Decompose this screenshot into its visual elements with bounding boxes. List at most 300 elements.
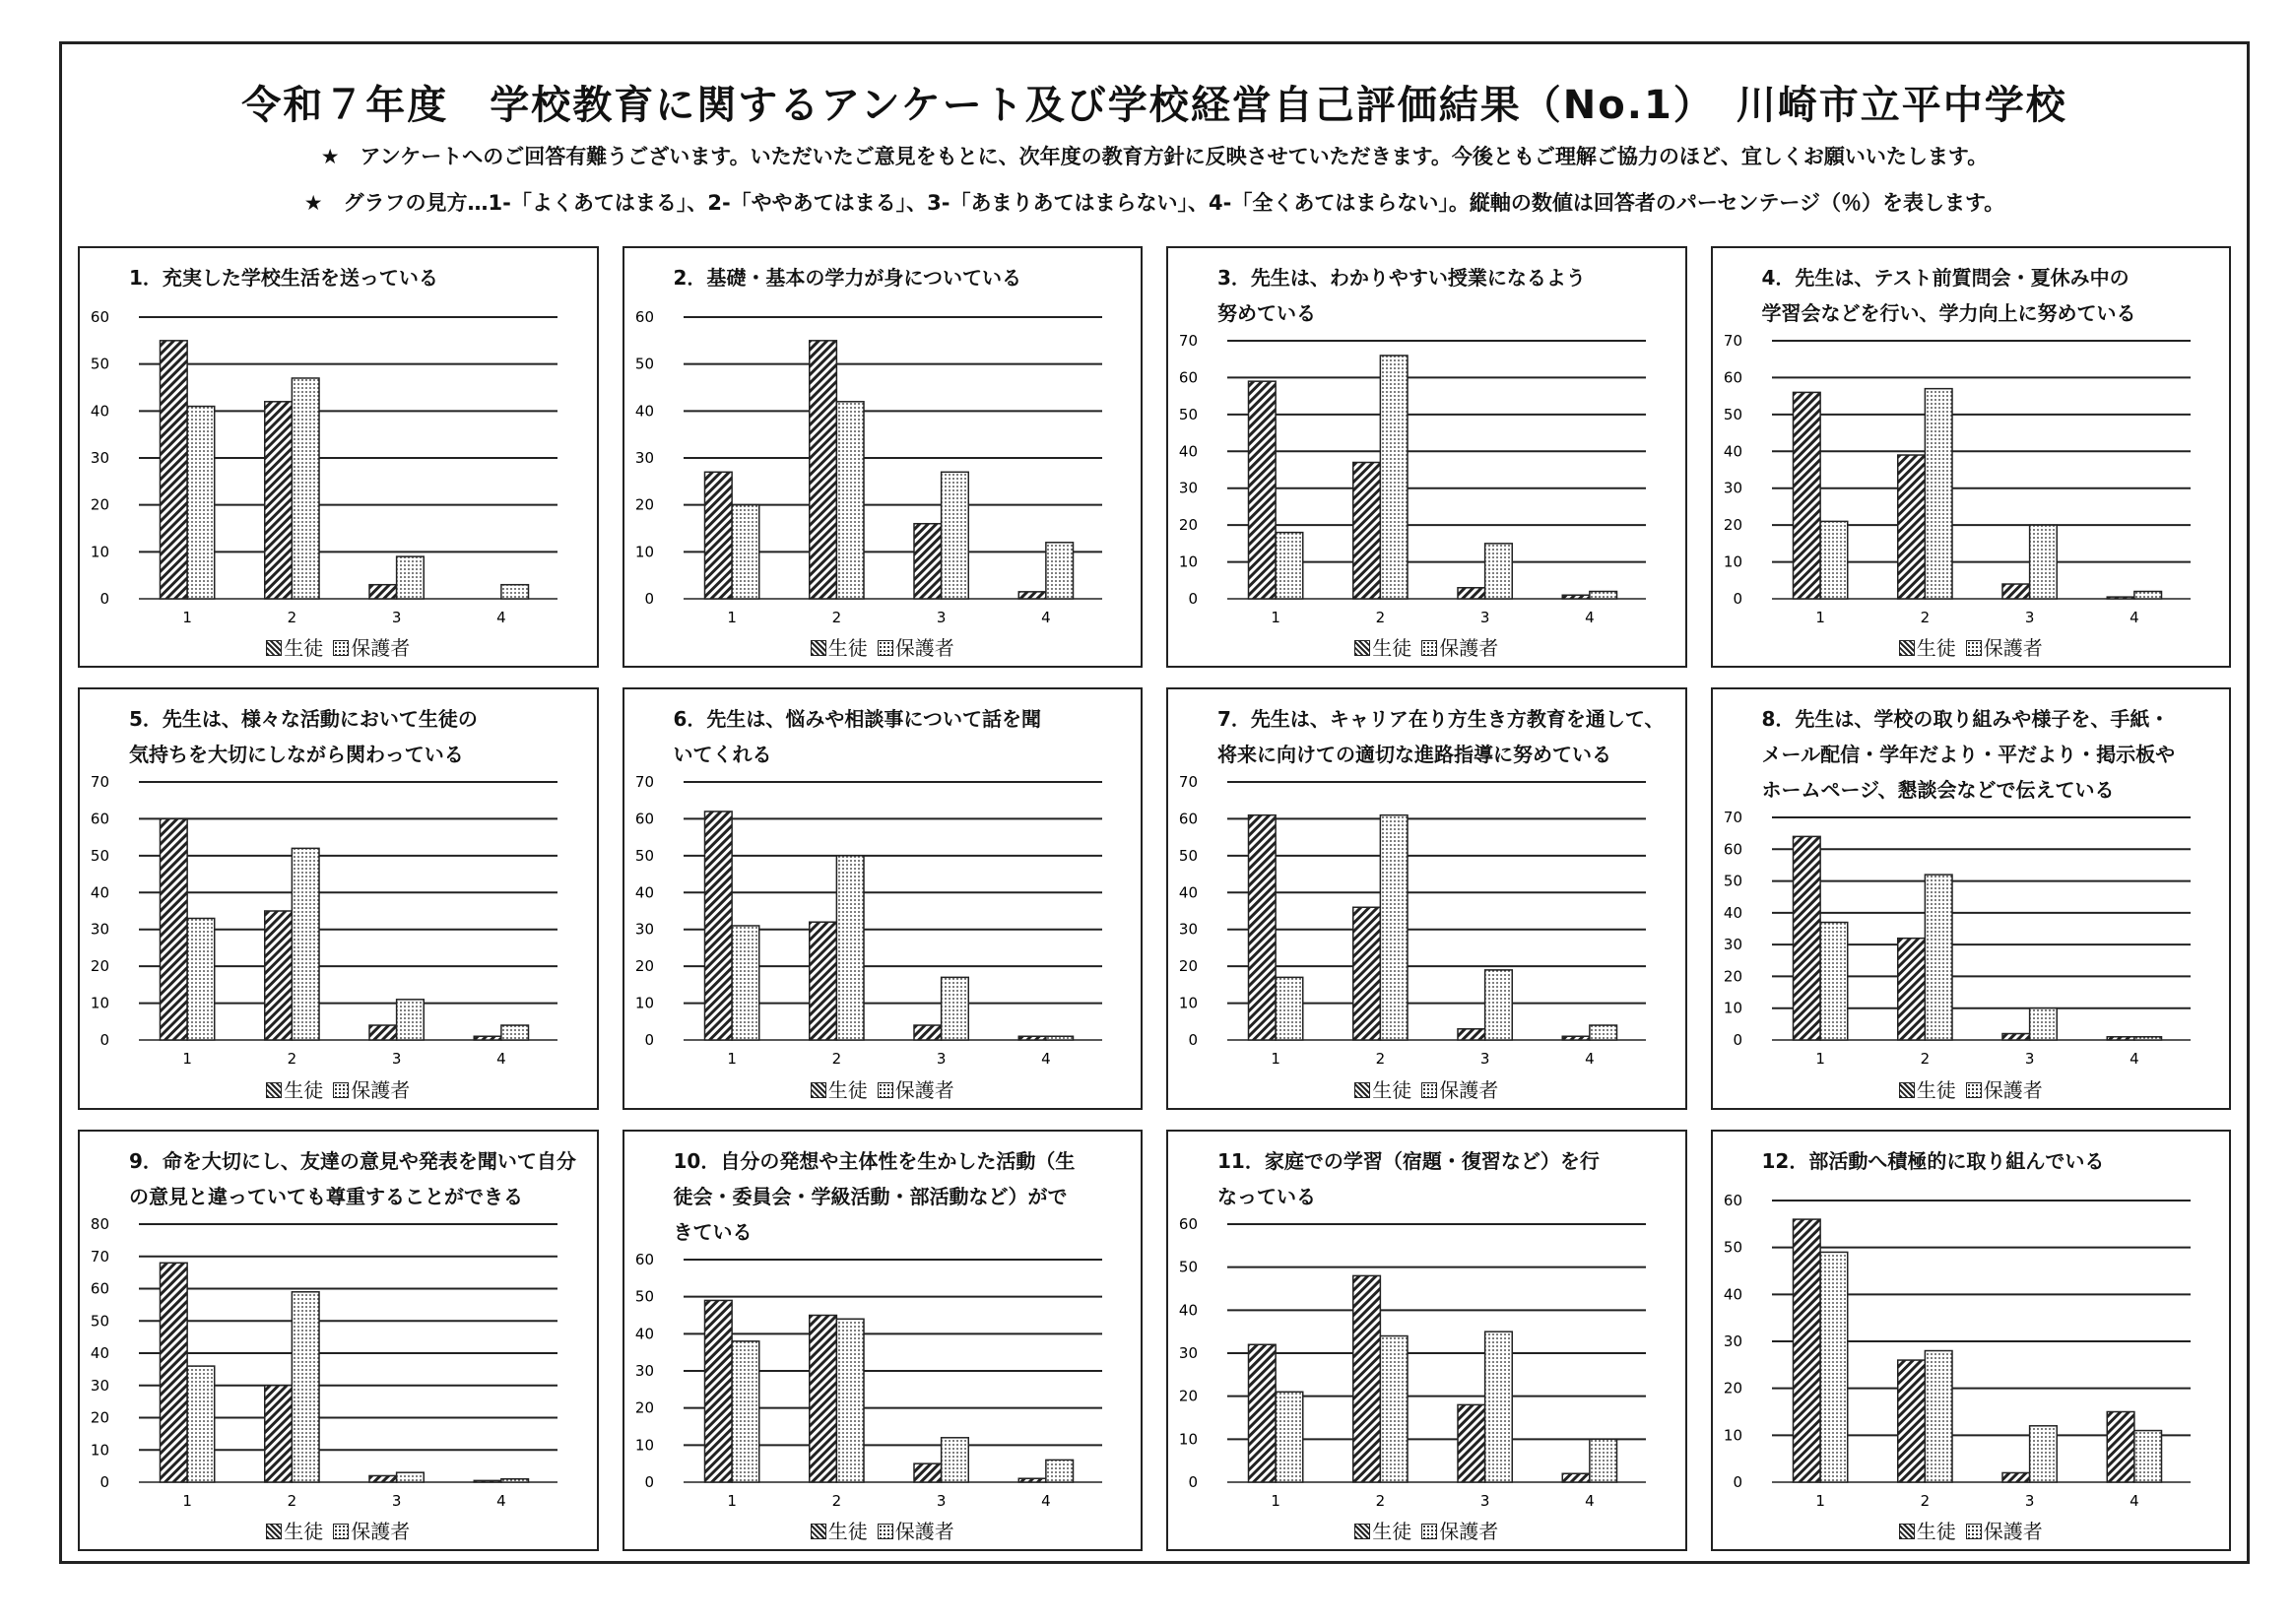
y-tick-label: 30 [1178, 921, 1198, 940]
x-tick-label: 3 [1479, 1491, 1490, 1510]
x-tick-label: 4 [1585, 1491, 1595, 1510]
bar-student [914, 524, 942, 599]
bar-parent [501, 1025, 529, 1040]
bar-student [1897, 1360, 1925, 1482]
bar-student [2002, 1472, 2030, 1482]
bar-chart [624, 307, 1142, 632]
bar-student [2107, 597, 2134, 599]
bar-parent [2029, 525, 2057, 599]
y-tick-label: 40 [634, 883, 654, 902]
bar-parent [1590, 1025, 1617, 1040]
y-tick-label: 50 [1178, 847, 1198, 866]
chart-legend [1168, 632, 1685, 666]
y-tick-label: 0 [643, 1472, 654, 1491]
bar-student [1562, 1037, 1590, 1041]
bar-student [2107, 1411, 2134, 1482]
legend-student: 生徒 [827, 1520, 868, 1543]
bar-student [914, 1025, 942, 1040]
x-tick-label: 4 [496, 1050, 506, 1069]
bar-student [809, 341, 836, 599]
chart-title: 6．先生は、悩みや相談事について話を聞 いてくれる [673, 707, 1042, 767]
y-tick-label: 60 [1178, 810, 1198, 828]
y-tick-label: 30 [634, 921, 654, 940]
chart-area [1168, 772, 1685, 1073]
bar-student [1458, 1029, 1485, 1040]
y-tick-label: 20 [90, 495, 109, 514]
x-tick-label: 1 [726, 609, 737, 626]
x-tick-label: 1 [1814, 1050, 1825, 1069]
bar-parent [292, 1291, 319, 1481]
x-tick-label: 4 [2129, 1050, 2139, 1069]
bar-chart [80, 772, 597, 1073]
y-tick-label: 70 [90, 773, 109, 792]
y-tick-label: 0 [99, 590, 109, 608]
student-swatch-icon [1354, 640, 1370, 656]
bar-student [369, 585, 397, 599]
bar-parent [941, 1437, 968, 1481]
y-tick-label: 60 [1723, 368, 1742, 387]
y-tick-label: 80 [90, 1214, 109, 1233]
bar-student [1562, 1473, 1590, 1482]
bar-parent [732, 926, 759, 1040]
y-tick-label: 60 [1178, 1214, 1198, 1233]
x-tick-label: 4 [1585, 609, 1595, 626]
y-tick-label: 0 [1188, 1031, 1198, 1050]
graph-guide-note: ★ グラフの見方…1-「よくあてはまる」、2-「ややあてはまる」、3-「あまりあてはまらない」、4-「全くあてはまらない」。縦軸の数値は回答者のパーセンテージ（％）を表します。 [303, 191, 2005, 215]
x-tick-label: 3 [2024, 609, 2034, 626]
y-tick-label: 30 [90, 1376, 109, 1395]
x-tick-label: 4 [1040, 609, 1051, 626]
bar-student [1793, 837, 1820, 1041]
student-swatch-icon [266, 1082, 282, 1098]
y-tick-label: 30 [1723, 479, 1742, 497]
chart-legend [624, 632, 1142, 666]
bar-parent [397, 1000, 425, 1040]
bar-student [809, 923, 836, 1041]
chart-area [1168, 331, 1685, 632]
student-swatch-icon [1899, 640, 1915, 656]
y-tick-label: 10 [1723, 1000, 1742, 1018]
bar-student [1249, 815, 1277, 1040]
student-swatch-icon [811, 1082, 826, 1098]
bar-chart [1168, 331, 1685, 632]
bar-student [1018, 1037, 1046, 1041]
legend-student: 生徒 [284, 636, 324, 661]
bar-parent [1380, 356, 1408, 599]
bar-student [265, 911, 293, 1040]
bar-student [1793, 392, 1820, 599]
y-tick-label: 60 [1723, 840, 1742, 859]
bar-parent [1925, 1350, 1952, 1481]
bar-parent [1276, 978, 1303, 1041]
y-tick-label: 0 [1188, 1472, 1198, 1491]
bar-student [2107, 1037, 2134, 1040]
y-tick-label: 30 [1178, 479, 1198, 497]
bar-parent [836, 402, 864, 599]
parent-swatch-icon [1966, 1082, 1982, 1098]
legend-parent: 保護者 [894, 636, 954, 661]
y-tick-label: 50 [90, 1311, 109, 1330]
chart-title: 1．充実した学校生活を送っている [129, 266, 438, 290]
parent-swatch-icon [878, 1524, 893, 1539]
bar-parent [187, 919, 215, 1041]
bar-student [369, 1025, 397, 1040]
chart-panel [623, 687, 1144, 1109]
y-tick-label: 20 [634, 495, 654, 514]
y-tick-label: 30 [1723, 936, 1742, 954]
student-swatch-icon [266, 1524, 282, 1539]
bar-parent [1820, 1252, 1848, 1482]
bar-parent [1045, 1460, 1073, 1482]
x-tick-label: 2 [287, 609, 297, 626]
chart-area [1168, 1214, 1685, 1516]
chart-title: 7．先生は、キャリア在り方生き方教育を通して、 将来に向けての適切な進路指導に努めている [1217, 707, 1665, 767]
chart-area [624, 772, 1142, 1073]
x-tick-label: 2 [831, 1491, 841, 1510]
legend-student: 生徒 [1916, 636, 1956, 661]
bar-student [265, 402, 293, 599]
legend-parent: 保護者 [1439, 636, 1499, 661]
bar-parent [1380, 1335, 1408, 1481]
y-tick-label: 30 [634, 1361, 654, 1380]
bar-parent [1276, 1392, 1303, 1482]
y-tick-label: 0 [643, 1031, 654, 1050]
chart-legend [1713, 632, 2230, 666]
bar-chart [1168, 1214, 1685, 1516]
bar-student [1793, 1219, 1820, 1482]
y-tick-label: 40 [1723, 904, 1742, 923]
y-tick-label: 60 [90, 1279, 109, 1298]
legend-student: 生徒 [1372, 1077, 1412, 1102]
bar-chart [1713, 331, 2230, 632]
bar-parent [732, 505, 759, 599]
bar-student [161, 341, 188, 599]
y-tick-label: 20 [90, 1408, 109, 1427]
y-tick-label: 10 [634, 543, 654, 561]
bar-parent [732, 1341, 759, 1482]
y-tick-label: 70 [1723, 332, 1742, 350]
y-tick-label: 20 [1178, 1387, 1198, 1405]
legend-student: 生徒 [1372, 636, 1412, 661]
bar-parent [2029, 1425, 2057, 1481]
report-frame [59, 41, 2250, 1564]
y-tick-label: 0 [99, 1472, 109, 1491]
y-tick-label: 40 [1178, 442, 1198, 461]
x-tick-label: 3 [936, 1050, 946, 1069]
y-tick-label: 50 [1723, 1238, 1742, 1257]
x-tick-label: 1 [1814, 1491, 1825, 1510]
y-tick-label: 0 [643, 590, 654, 608]
bar-student [1458, 1404, 1485, 1482]
chart-panel [1711, 1130, 2232, 1551]
x-tick-label: 4 [496, 1491, 506, 1510]
x-tick-label: 1 [182, 1491, 192, 1510]
y-tick-label: 40 [90, 1343, 109, 1362]
x-tick-label: 2 [1920, 1491, 1930, 1510]
x-tick-label: 3 [936, 1491, 946, 1510]
y-tick-label: 50 [90, 355, 109, 373]
parent-swatch-icon [333, 640, 349, 656]
chart-legend [1713, 1074, 2230, 1108]
y-tick-label: 0 [1732, 1031, 1742, 1050]
bar-student [2002, 1034, 2030, 1040]
x-tick-label: 1 [182, 1050, 192, 1069]
y-tick-label: 70 [1723, 809, 1742, 827]
x-tick-label: 4 [1040, 1491, 1051, 1510]
y-tick-label: 50 [634, 1287, 654, 1306]
bar-parent [836, 1319, 864, 1482]
bar-chart [624, 772, 1142, 1073]
x-tick-label: 1 [726, 1491, 737, 1510]
chart-panel [1166, 246, 1687, 668]
x-tick-label: 2 [1920, 1050, 1930, 1069]
x-tick-label: 4 [2129, 609, 2139, 626]
bar-parent [1590, 1439, 1617, 1482]
bar-student [474, 1037, 501, 1041]
bar-student [474, 1480, 501, 1482]
y-tick-label: 70 [90, 1247, 109, 1266]
bar-parent [1485, 1332, 1513, 1482]
legend-parent: 保護者 [894, 1077, 954, 1102]
chart-title: 9．命を大切にし、友達の意見や発表を聞いて自分 の意見と違っていても尊重することができる [129, 1148, 576, 1208]
bar-parent [187, 407, 215, 599]
bar-parent [397, 1472, 425, 1482]
bar-parent [2133, 1037, 2161, 1040]
x-tick-label: 4 [496, 609, 506, 626]
chart-title: 11．家庭での学習（宿題・復習など）を行 なっている [1217, 1148, 1600, 1208]
bar-chart [1713, 808, 2230, 1073]
legend-parent: 保護者 [351, 636, 411, 661]
y-tick-label: 60 [634, 308, 654, 326]
chart-title: 4．先生は、テスト前質問会・夏休み中の 学習会などを行い、学力向上に努めている [1761, 266, 2136, 325]
bar-chart [80, 307, 597, 632]
y-tick-label: 30 [634, 449, 654, 467]
x-tick-label: 4 [2129, 1491, 2139, 1510]
y-tick-label: 50 [1178, 1258, 1198, 1276]
bar-parent [1590, 592, 1617, 599]
bar-parent [941, 472, 968, 599]
bar-parent [1485, 970, 1513, 1040]
y-tick-label: 0 [1732, 590, 1742, 608]
y-tick-label: 20 [1178, 516, 1198, 535]
x-tick-label: 2 [1375, 609, 1386, 626]
student-swatch-icon [1899, 1082, 1915, 1098]
chart-panel [623, 1130, 1144, 1551]
student-swatch-icon [1899, 1524, 1915, 1539]
y-tick-label: 70 [1178, 332, 1198, 350]
bar-chart [624, 1250, 1142, 1516]
legend-student: 生徒 [284, 1077, 324, 1102]
bar-student [1897, 939, 1925, 1040]
chart-area [624, 307, 1142, 632]
chart-title: 5．先生は、様々な活動において生徒の 気持ちを大切にしながら関わっている [129, 707, 478, 767]
x-tick-label: 2 [287, 1491, 297, 1510]
bar-parent [292, 849, 319, 1041]
chart-legend [624, 1074, 1142, 1108]
x-tick-label: 3 [936, 609, 946, 626]
legend-student: 生徒 [827, 636, 868, 661]
y-tick-label: 40 [1723, 442, 1742, 461]
y-tick-label: 10 [1178, 552, 1198, 571]
legend-parent: 保護者 [351, 1520, 411, 1543]
y-tick-label: 40 [90, 402, 109, 421]
y-tick-label: 0 [1188, 590, 1198, 608]
x-tick-label: 1 [1814, 609, 1825, 626]
bar-student [1249, 381, 1277, 599]
bar-student [704, 472, 732, 599]
y-tick-label: 50 [1178, 405, 1198, 423]
y-tick-label: 60 [1178, 368, 1198, 387]
y-tick-label: 10 [90, 543, 109, 561]
y-tick-label: 20 [634, 1398, 654, 1417]
chart-panel [78, 246, 599, 668]
page-title: 令和７年度 学校教育に関するアンケート及び学校経営自己評価結果（No.1） 川崎市立平中学校 [241, 83, 2067, 128]
bar-parent [836, 856, 864, 1040]
chart-panel [1166, 1130, 1687, 1551]
x-tick-label: 3 [2024, 1491, 2034, 1510]
y-tick-label: 40 [1178, 883, 1198, 902]
bar-parent [1485, 544, 1513, 599]
y-tick-label: 0 [99, 1031, 109, 1050]
y-tick-label: 10 [1723, 552, 1742, 571]
parent-swatch-icon [1966, 1524, 1982, 1539]
y-tick-label: 70 [634, 773, 654, 792]
bar-student [161, 819, 188, 1041]
chart-legend [624, 1516, 1142, 1549]
x-tick-label: 3 [391, 1050, 402, 1069]
y-tick-label: 60 [634, 810, 654, 828]
bar-student [914, 1463, 942, 1482]
chart-legend [1168, 1516, 1685, 1549]
legend-student: 生徒 [284, 1520, 324, 1543]
bar-parent [1276, 533, 1303, 599]
chart-area [1713, 331, 2230, 632]
thanks-note: ★ アンケートへのご回答有難うございます。いただいたご意見をもとに、次年度の教育方針に反映させていただきます。今後ともご理解ご協力のほど、宜しくお願いいたします。 [320, 145, 1989, 168]
chart-area [80, 307, 597, 632]
parent-swatch-icon [1421, 1082, 1437, 1098]
legend-parent: 保護者 [1983, 1077, 2043, 1102]
y-tick-label: 40 [1178, 1300, 1198, 1319]
y-tick-label: 40 [1723, 1284, 1742, 1303]
x-tick-label: 2 [831, 609, 841, 626]
bar-student [1562, 595, 1590, 599]
chart-area [624, 1250, 1142, 1516]
bar-student [1458, 588, 1485, 599]
legend-parent: 保護者 [1983, 1520, 2043, 1543]
x-tick-label: 1 [1271, 1491, 1280, 1510]
bar-parent [941, 978, 968, 1041]
x-tick-label: 4 [1040, 1050, 1051, 1069]
y-tick-label: 10 [1723, 1425, 1742, 1444]
bar-chart [1713, 1191, 2230, 1516]
legend-student: 生徒 [827, 1077, 868, 1102]
x-tick-label: 2 [831, 1050, 841, 1069]
legend-parent: 保護者 [1439, 1077, 1499, 1102]
bar-student [1897, 455, 1925, 599]
y-tick-label: 50 [634, 847, 654, 866]
legend-parent: 保護者 [351, 1077, 411, 1102]
chart-legend [80, 632, 597, 666]
bar-student [704, 812, 732, 1040]
bar-student [161, 1263, 188, 1482]
y-tick-label: 10 [1178, 1429, 1198, 1448]
chart-title: 12．部活動へ積極的に取り組んでいる [1761, 1148, 2105, 1173]
y-tick-label: 40 [634, 402, 654, 421]
y-tick-label: 20 [90, 957, 109, 976]
y-tick-label: 10 [634, 994, 654, 1012]
y-tick-label: 40 [90, 883, 109, 902]
x-tick-label: 1 [1271, 609, 1280, 626]
bar-parent [1925, 875, 1952, 1040]
parent-swatch-icon [878, 1082, 893, 1098]
bar-student [1018, 1478, 1046, 1482]
y-tick-label: 50 [634, 355, 654, 373]
parent-swatch-icon [333, 1524, 349, 1539]
student-swatch-icon [811, 1524, 826, 1539]
y-tick-label: 30 [90, 921, 109, 940]
chart-panel [1166, 687, 1687, 1109]
legend-student: 生徒 [1916, 1077, 1956, 1102]
x-tick-label: 3 [391, 1491, 402, 1510]
y-tick-label: 60 [90, 810, 109, 828]
x-tick-label: 2 [1375, 1050, 1386, 1069]
chart-legend [1713, 1516, 2230, 1549]
y-tick-label: 60 [1723, 1191, 1742, 1209]
parent-swatch-icon [1966, 640, 1982, 656]
student-swatch-icon [1354, 1082, 1370, 1098]
y-tick-label: 50 [1723, 872, 1742, 890]
student-swatch-icon [266, 640, 282, 656]
bar-student [369, 1475, 397, 1482]
parent-swatch-icon [1421, 1524, 1437, 1539]
chart-panel [78, 1130, 599, 1551]
y-tick-label: 20 [1178, 957, 1198, 976]
y-tick-label: 10 [1178, 994, 1198, 1012]
bar-parent [501, 1478, 529, 1481]
chart-title: 10．自分の発想や主体性を生かした活動（生 徒会・委員会・学級活動・部活動など）がで きている [673, 1148, 1076, 1244]
bar-student [809, 1315, 836, 1482]
bar-parent [1820, 923, 1848, 1040]
bar-parent [2133, 1430, 2161, 1481]
bar-parent [397, 556, 425, 599]
chart-title: 8．先生は、学校の取り組みや様子を、手紙・ メール配信・学年だより・平だより・掲示板や ホームページ、懇談会などで伝えている [1761, 707, 2176, 803]
x-tick-label: 3 [391, 609, 402, 626]
chart-title: 2．基礎・基本の学力が身についている [673, 266, 1022, 290]
bar-chart [1168, 772, 1685, 1073]
y-tick-label: 10 [90, 1440, 109, 1459]
chart-panel [1711, 687, 2232, 1109]
student-swatch-icon [1354, 1524, 1370, 1539]
chart-area [1713, 1191, 2230, 1516]
bar-student [1018, 592, 1046, 599]
chart-area [1713, 808, 2230, 1073]
chart-panel [623, 246, 1144, 668]
bar-parent [2029, 1008, 2057, 1040]
bar-parent [187, 1366, 215, 1482]
y-tick-label: 10 [634, 1435, 654, 1454]
chart-title: 3．先生は、わかりやすい授業になるよう 努めている [1217, 266, 1586, 325]
legend-student: 生徒 [1916, 1520, 1956, 1543]
y-tick-label: 50 [90, 847, 109, 866]
chart-legend [80, 1074, 597, 1108]
chart-area [80, 772, 597, 1073]
y-tick-label: 10 [90, 994, 109, 1012]
x-tick-label: 2 [1920, 609, 1930, 626]
bar-student [1353, 463, 1381, 599]
bar-parent [1045, 543, 1073, 599]
legend-student: 生徒 [1372, 1520, 1412, 1543]
bar-student [265, 1385, 293, 1481]
